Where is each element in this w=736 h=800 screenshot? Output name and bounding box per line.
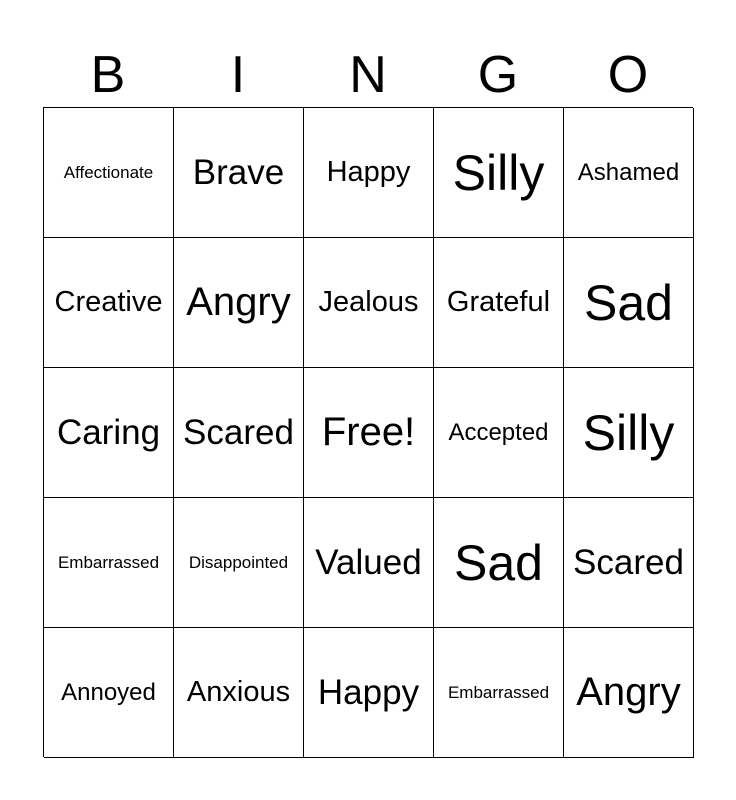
bingo-cell[interactable]: Sad (564, 238, 694, 368)
bingo-cell[interactable]: Sad (434, 498, 564, 628)
bingo-cell[interactable]: Brave (174, 108, 304, 238)
bingo-cell[interactable]: Valued (304, 498, 434, 628)
header-letter-o: O (607, 46, 649, 104)
bingo-cell[interactable]: Disappointed (174, 498, 304, 628)
header-letter-i: I (230, 46, 246, 104)
bingo-cell[interactable]: Anxious (174, 628, 304, 758)
bingo-cell[interactable]: Jealous (304, 238, 434, 368)
bingo-cell[interactable]: Embarrassed (44, 498, 174, 628)
bingo-cell[interactable]: Annoyed (44, 628, 174, 758)
header-letter-n: N (349, 46, 387, 104)
bingo-cell[interactable]: Angry (564, 628, 694, 758)
bingo-cell[interactable]: Silly (564, 368, 694, 498)
bingo-cell[interactable]: Affectionate (44, 108, 174, 238)
bingo-cell[interactable]: Caring (44, 368, 174, 498)
header-letter-b: B (90, 46, 126, 104)
bingo-cell[interactable]: Happy (304, 628, 434, 758)
bingo-cell[interactable]: Embarrassed (434, 628, 564, 758)
free-space-cell[interactable]: Free! (304, 368, 434, 498)
bingo-cell[interactable]: Happy (304, 108, 434, 238)
bingo-cell[interactable]: Ashamed (564, 108, 694, 238)
bingo-header (43, 44, 693, 106)
bingo-cell[interactable]: Silly (434, 108, 564, 238)
bingo-cell[interactable]: Grateful (434, 238, 564, 368)
header-letter-g: G (477, 46, 519, 104)
bingo-cell[interactable]: Scared (174, 368, 304, 498)
bingo-cell[interactable]: Accepted (434, 368, 564, 498)
bingo-cell[interactable]: Creative (44, 238, 174, 368)
bingo-card (43, 107, 693, 757)
bingo-cell[interactable]: Angry (174, 238, 304, 368)
bingo-cell[interactable]: Scared (564, 498, 694, 628)
